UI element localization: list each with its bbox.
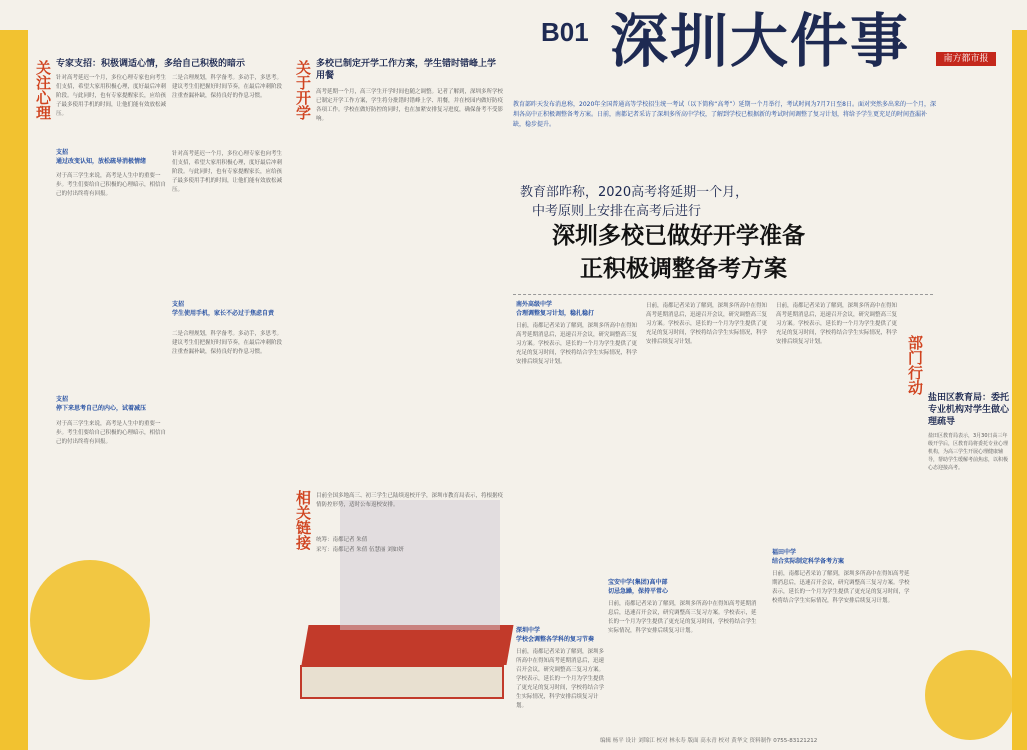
left-body-4: 针对高考延迟一个月，多位心理专家也向考生们支招，希望大家用积极心理，度好最后冲刺阶段。与此同时，也有专家提醒家长，应给孩子最多使用手机的时间，让他们能有效放松减压。 <box>172 151 282 193</box>
left-sub2-label: 支招 <box>172 301 185 308</box>
section-title: 深圳大件事 <box>610 7 911 75</box>
mid-body-1: 日前，南都记者采访了解到，深圳多所高中在得知高考延期消息后，迅速召开会议，研究调整高三复习方案。学校表示，延长的一个月为学生提供了更充足的复习时间，学校将结合学生实际情况，科学安排后续复习计划。 <box>516 323 638 365</box>
headline-kicker-1: 教育部昨称，2020高考将延期一个月， <box>520 185 749 200</box>
left-body-3: 对于高三学生来说，高考是人生中的重要一步。考生们要给自己积极的心理暗示，相信自己的付出终将有回报。 <box>56 173 166 197</box>
book-illustration <box>301 625 513 665</box>
divider <box>513 294 933 295</box>
school-baoan: 宝安中学(集团)高中部 <box>608 579 668 586</box>
headline-main-2: 正积极调整备考方案 <box>580 255 787 282</box>
mid-body-3: 日前，南都记者采访了解到，深圳多所高中在得知高考延期消息后，迅速召开会议，研究调整高三复习方案。学校表示，延长的一个月为学生提供了更充足的复习时间，学校将结合学生实际情况，科学安排后续复习计划。 <box>776 303 898 345</box>
headline-main-1: 深圳多校已做好开学准备 <box>552 222 805 249</box>
school-shenzhen: 深圳中学 <box>516 627 541 634</box>
left-sub3-label: 支招 <box>56 396 69 403</box>
tag-department-action: 部门行动 <box>906 335 924 395</box>
mid-body-6: 日前，南都记者采访了解到，深圳多所高中在得知高考延期消息后，迅速召开会议，研究调整高三复习方案。学校表示，延长的一个月为学生提供了更充足的复习时间，学校将结合学生实际情况，科学安排后续复习计划。 <box>772 571 910 604</box>
right-yellow-border <box>1012 30 1027 750</box>
school-shenzhen-sub: 学校会调整各学科的复习节奏 <box>516 636 595 643</box>
newspaper-logo: 南方都市报 <box>936 52 996 66</box>
tag-related-links: 相关链接 <box>294 490 312 550</box>
left-article-title: 专家支招：积极调适心情，多给自己积极的暗示 <box>56 59 246 69</box>
left-sub1-label: 支招 <box>56 149 69 156</box>
headline-kicker-2: 中考原则上安排在高考后进行 <box>532 204 702 219</box>
left-body-5: 二是合理规划，科学备考。多动手，多思考。建议考生们把握好时间节奏，在最后冲刺阶段注重查漏补缺，保持良好的作息习惯。 <box>172 331 282 355</box>
col2-article-title: 多校已制定开学工作方案，学生错时错峰上学用餐 <box>316 59 497 81</box>
mid-body-5: 日前，南都记者采访了解到，深圳多所高中在得知高考延期消息后，迅速召开会议，研究调整高三复习方案。学校表示，延长的一个月为学生提供了更充足的复习时间，学校将结合学生实际情况，科学安排后续复习计划。 <box>516 649 604 709</box>
related-footer-1: 统筹：南都记者 朱倩 <box>316 537 368 543</box>
right-article-title: 盐田区教育局：委托专业机构对学生做心理疏导 <box>928 393 1010 427</box>
left-yellow-border <box>0 30 28 750</box>
section-code: B01 <box>541 17 589 47</box>
mid-body-4: 日前，南都记者采访了解到，深圳多所高中在得知高考延期消息后，迅速召开会议，研究调整高三复习方案。学校表示，延长的一个月为学生提供了更充足的复习时间，学校将结合学生实际情况，科学安排后续复习计划。 <box>608 601 757 634</box>
left-sub1-title: 通过改变认知，放松疏导消极情绪 <box>56 158 147 165</box>
tag-psychology: 关注心理 <box>34 60 52 120</box>
left-body-2: 二是合理规划，科学备考。多动手，多思考。建议考生们把握好时间节奏，在最后冲刺阶段注重查漏补缺，保持良好的作息习惯。 <box>172 75 282 99</box>
school-nanwai: 南外高级中学 <box>516 301 553 308</box>
book-illustration-pages <box>300 665 504 699</box>
related-body: 目前全国多地高三、初三学生已陆续返校开学，深圳市教育局表示，将根据疫情防控形势，适时公布返校安排。 <box>316 493 504 508</box>
lead-paragraph: 教育部昨天发布消息称，2020年全国普通高等学校招生统一考试（以下简称“高考”）延期一个月举行，考试时间为7月7日至8日。面对突然多出来的一个月，深圳各高中正积极调整备考方案。日前，南都记者采访了深圳多所高中学校，了解到学校已根据新的考试时间调整了复习计划，将给予学生更充足的时间查漏补缺，稳步提升。 <box>513 101 936 128</box>
left-sub3-title: 停下来思考自己的内心，试着减压 <box>56 405 147 412</box>
related-footer-2: 采写：南都记者 朱倩 伍慧丽 刘如妍 <box>316 547 404 553</box>
page-footer: 编辑 杨平 设计 刘锦江 校对 林永寿 版面 高永青 校对 黄华文 资料制作 0755-83121212 <box>600 738 818 744</box>
tag-school-opening: 关于开学 <box>294 60 312 120</box>
decor-circle <box>30 560 150 680</box>
col2-body: 高考延期一个月，高三学生开学时间也随之调整。记者了解到，深圳多所学校已制定开学工作方案，学生将分批错时错峰上学、用餐，并在校园内做好防疫各项工作。学校在做好防控的同时，也在加紧安排复习进度，确保备考不受影响。 <box>316 89 504 122</box>
left-body-1: 针对高考延迟一个月，多位心理专家也向考生们支招，希望大家用积极心理，度好最后冲刺阶段。与此同时，也有专家提醒家长，应给孩子最多使用手机的时间，让他们能有效放松减压。 <box>56 75 166 117</box>
mid-body-2: 日前，南都记者采访了解到，深圳多所高中在得知高考延期消息后，迅速召开会议，研究调整高三复习方案。学校表示，延长的一个月为学生提供了更充足的复习时间，学校将结合学生实际情况，科学安排后续复习计划。 <box>646 303 768 345</box>
left-sub2-title: 学生使用手机，家长不必过于焦虑自责 <box>172 310 275 317</box>
right-body: 盐田区教育局表示，3月30日高三年级开学后，区教育局将委托专业心理机构，为高三学生开展心理健康辅导，帮助学生缓解考前焦虑，以积极心态迎接高考。 <box>928 433 1009 471</box>
school-nanwai-sub: 合理调整复习计划，稳扎稳打 <box>516 310 595 317</box>
left-body-6: 对于高三学生来说，高考是人生中的重要一步。考生们要给自己积极的心理暗示，相信自己的付出终将有回报。 <box>56 421 166 445</box>
school-futian: 福田中学 <box>772 549 797 556</box>
school-futian-sub: 结合实际制定科学备考方案 <box>772 558 845 565</box>
school-baoan-sub: 切忌急躁，保持平常心 <box>608 588 669 595</box>
